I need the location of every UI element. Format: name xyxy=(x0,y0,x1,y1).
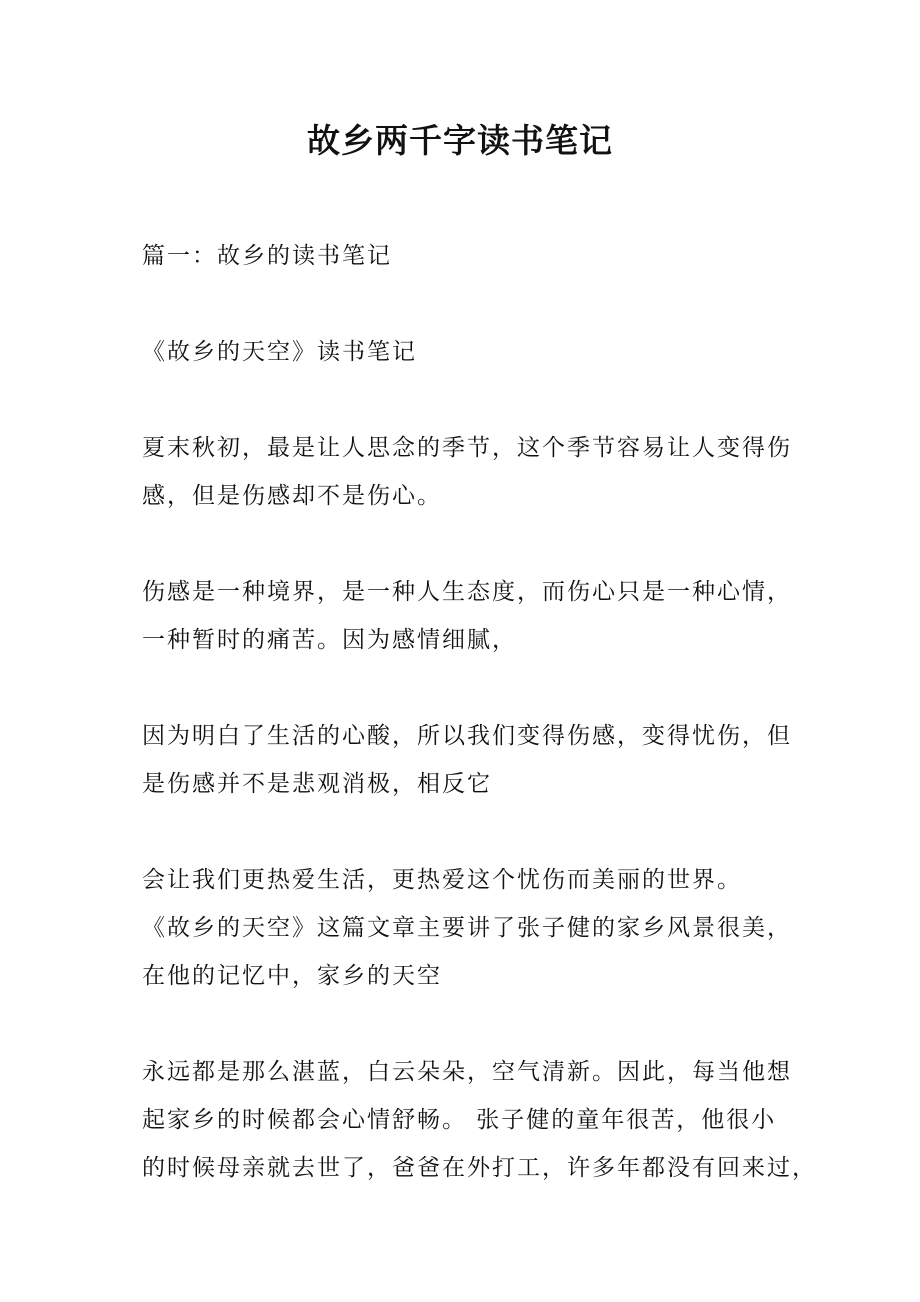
document-title: 故乡两千字读书笔记 xyxy=(307,121,613,160)
paragraph xyxy=(142,856,792,1000)
text-line: 因为明白了生活的心酸，所以我们变得伤感，变得忧伤，但 xyxy=(142,723,792,749)
text-line: 是伤感并不是悲观消极，相反它 xyxy=(142,771,492,797)
paragraph xyxy=(142,1048,817,1192)
text-line: 《故乡的天空》读书笔记 xyxy=(142,339,417,365)
text-line: 一种暂时的痛苦。因为感情细腻， xyxy=(142,627,517,653)
text-line: 感，但是伤感却不是伤心。 xyxy=(142,483,442,509)
subheading xyxy=(142,328,792,376)
text-line: 伤感是一种境界，是一种人生态度，而伤心只是一种心情， xyxy=(142,579,792,605)
text-line: 会让我们更热爱生活，更热爱这个忧伤而美丽的世界。 xyxy=(142,867,742,893)
paragraph xyxy=(142,568,792,664)
text-line: 的时候母亲就去世了，爸爸在外打工，许多年都没有回来过， xyxy=(142,1155,817,1181)
paragraph xyxy=(142,424,792,520)
paragraph xyxy=(142,712,792,808)
text-line: 夏末秋初，最是让人思念的季节，这个季节容易让人变得伤 xyxy=(142,435,792,461)
text-line: 篇一：故乡的读书笔记 xyxy=(142,243,392,269)
text-line: 《故乡的天空》这篇文章主要讲了张子健的家乡风景很美， xyxy=(142,915,792,941)
text-line: 起家乡的时候都会心情舒畅。 张子健的童年很苦，他很小 xyxy=(142,1107,777,1133)
section-heading xyxy=(142,232,792,280)
text-line: 在他的记忆中，家乡的天空 xyxy=(142,963,442,989)
text-line: 永远都是那么湛蓝，白云朵朵，空气清新。因此，每当他想 xyxy=(142,1059,792,1085)
